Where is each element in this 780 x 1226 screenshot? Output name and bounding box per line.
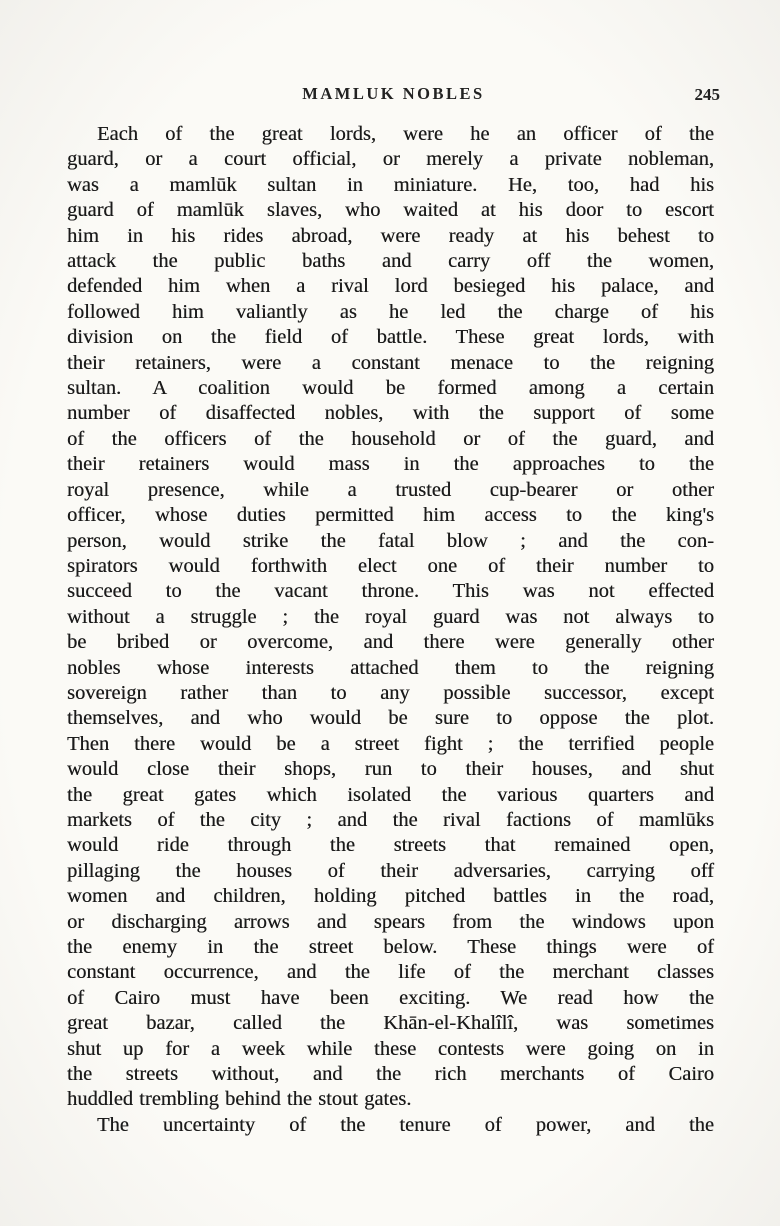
text-line: guard of mamlūk slaves, who waited at his door to escort [67, 199, 714, 222]
text-line: sovereign rather than to any possible successor, except [67, 681, 714, 704]
text-line: of the officers of the household or of the guard, and [67, 427, 714, 450]
text-line: constant occurrence, and the life of the merchant classes [67, 961, 714, 984]
paragraph [67, 122, 714, 1113]
text-line: their retainers, were a constant menace to the reigning [67, 351, 714, 374]
text-line: markets of the city ; and the rival factions of mamlūks [67, 808, 714, 831]
text-line: him in his rides abroad, were ready at his behest to [67, 224, 714, 247]
text-line: division on the field of battle. These great lords, with [67, 326, 714, 349]
text-line: without a struggle ; the royal guard was not always to [67, 605, 714, 628]
text-line: person, would strike the fatal blow ; and the con- [67, 529, 714, 552]
text-line: The uncertainty of the tenure of power, and the [97, 1113, 714, 1136]
text-line: the great gates which isolated the various quarters and [67, 783, 714, 806]
text-line: huddled trembling behind the stout gates. [67, 1088, 412, 1111]
text-line: officer, whose duties permitted him access to the king's [67, 504, 714, 527]
text-line: royal presence, while a trusted cup-bearer or other [67, 478, 714, 501]
text-line: succeed to the vacant throne. This was not effected [67, 580, 714, 603]
text-line: be bribed or overcome, and there were generally other [67, 631, 714, 654]
text-line: their retainers would mass in the approaches to the [67, 453, 714, 476]
text-line: would close their shops, run to their houses, and shut [67, 758, 714, 781]
text-line: Then there would be a street fight ; the terrified people [67, 732, 714, 755]
text-line: spirators would forthwith elect one of their number to [67, 554, 714, 577]
text-line: followed him valiantly as he led the charge of his [67, 300, 714, 323]
running-title: MAMLUK NOBLES [302, 84, 485, 103]
text-line: themselves, and who would be sure to oppose the plot. [67, 707, 714, 730]
text-line: the streets without, and the rich merchants of Cairo [67, 1063, 714, 1086]
text-line: sultan. A coalition would be formed among a certain [67, 377, 714, 400]
text-line: Each of the great lords, were he an officer of the [97, 123, 714, 145]
text-line: attack the public baths and carry off the women, [67, 250, 714, 273]
text-line: pillaging the houses of their adversaries, carrying off [67, 859, 714, 882]
paragraph [67, 1113, 714, 1138]
text-line: would ride through the streets that remained open, [67, 834, 714, 857]
text-line: was a mamlūk sultan in miniature. He, too, had his [67, 173, 714, 196]
text-line: of Cairo must have been exciting. We read how the [67, 986, 714, 1009]
page-header [67, 84, 720, 108]
page-body [67, 122, 714, 1138]
page-number: 245 [694, 85, 720, 104]
text-line: great bazar, called the Khān-el-Khalîlî, was sometimes [67, 1012, 714, 1035]
text-line: women and children, holding pitched battles in the road, [67, 885, 714, 908]
text-line: number of disaffected nobles, with the support of some [67, 402, 714, 425]
text-line: nobles whose interests attached them to the reigning [67, 656, 714, 679]
text-line: or discharging arrows and spears from the windows upon [67, 910, 714, 933]
text-line: defended him when a rival lord besieged his palace, and [67, 275, 714, 298]
text-line: guard, or a court official, or merely a private nobleman, [67, 148, 714, 171]
text-line: the enemy in the street below. These things were of [67, 936, 714, 958]
text-line: shut up for a week while these contests were going on in [67, 1037, 714, 1060]
